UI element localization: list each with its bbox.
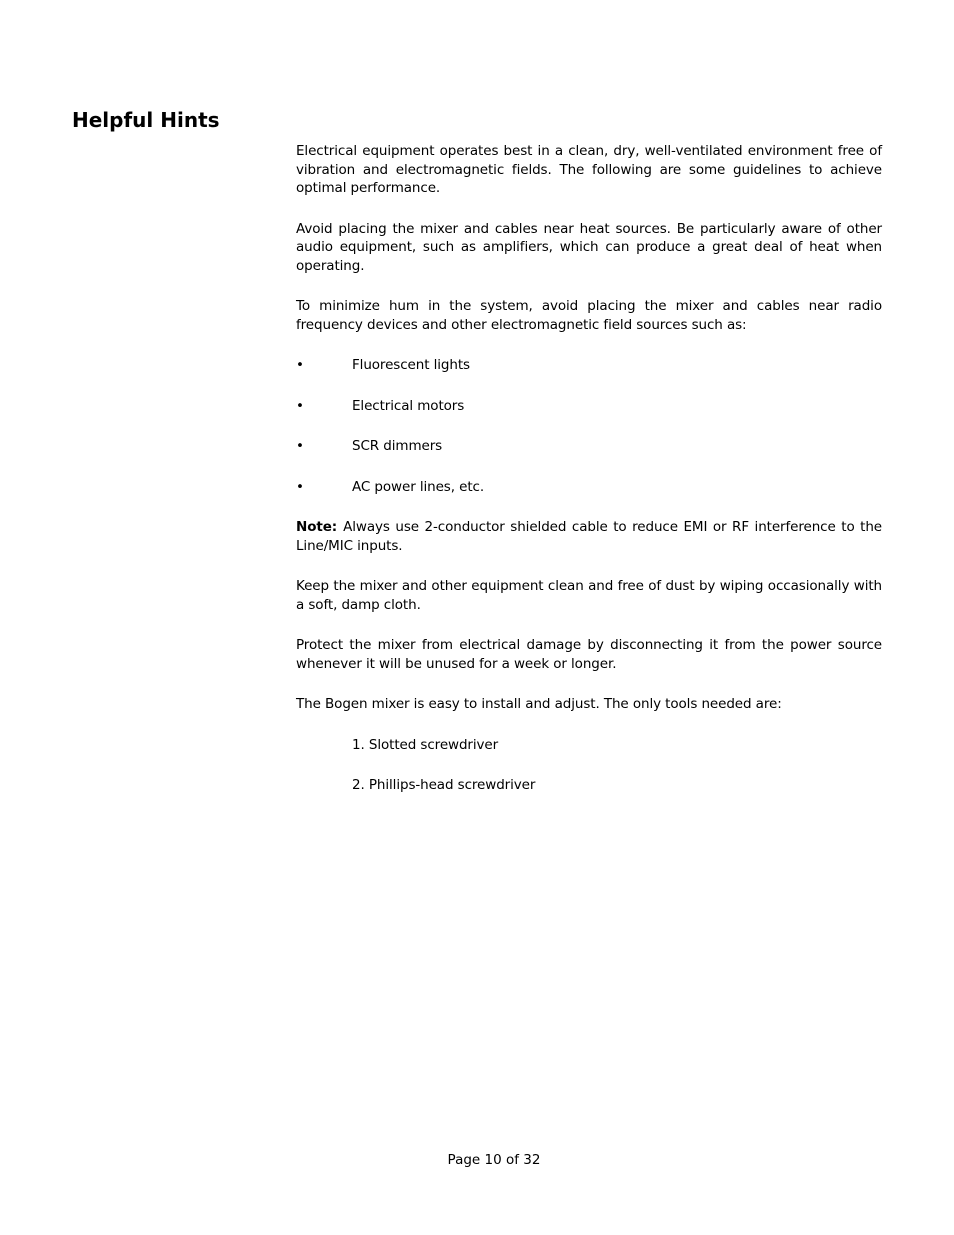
tools-list-item: 2. Phillips-head screwdriver bbox=[352, 777, 536, 793]
page-number: Page 10 of 32 bbox=[447, 1152, 541, 1168]
bullet-item bbox=[296, 437, 882, 456]
tools-list-item: 1. Slotted screwdriver bbox=[352, 736, 499, 753]
bullet-item bbox=[296, 397, 882, 416]
bullet-icon: • bbox=[296, 478, 304, 495]
note-paragraph bbox=[296, 518, 882, 555]
bullet-text: SCR dimmers bbox=[352, 438, 443, 454]
intro-paragraph: Electrical equipment operates best in a clean, dry, well-ventilated environment free of vibration and electromagnetic fields. The following are some guidelines to achieve optimal performance. bbox=[296, 143, 882, 196]
protect-paragraph: Protect the mixer from electrical damage by disconnecting it from the power source whenever it will be unused for a week or longer. bbox=[296, 637, 882, 672]
bullet-icon: • bbox=[296, 397, 304, 414]
note-text: Always use 2-conductor shielded cable to reduce EMI or RF interference to the Line/MIC inputs. bbox=[296, 519, 882, 554]
bullet-icon: • bbox=[296, 357, 304, 373]
bullet-text: Electrical motors bbox=[352, 397, 465, 414]
bullet-text: Fluorescent lights bbox=[352, 357, 470, 373]
clean-paragraph: Keep the mixer and other equipment clean and free of dust by wiping occasionally with a soft, damp cloth. bbox=[296, 578, 882, 613]
section-heading: Helpful Hints bbox=[72, 108, 220, 132]
bullet-icon: • bbox=[296, 438, 304, 454]
bullet-item bbox=[296, 478, 882, 497]
bullet-item bbox=[296, 356, 882, 375]
main-content bbox=[296, 142, 882, 817]
bullet-text: AC power lines, etc. bbox=[352, 478, 485, 495]
heat-paragraph: Avoid placing the mixer and cables near heat sources. Be particularly aware of other audio equipment, such as amplifiers, which can produce a great deal of heat when operating. bbox=[296, 220, 882, 274]
hum-paragraph: To minimize hum in the system, avoid placing the mixer and cables near radio frequency devices and other electromagnetic field sources such as: bbox=[296, 298, 882, 333]
note-label: Note: bbox=[296, 519, 338, 535]
tools-paragraph: The Bogen mixer is easy to install and adjust. The only tools needed are: bbox=[296, 696, 782, 712]
